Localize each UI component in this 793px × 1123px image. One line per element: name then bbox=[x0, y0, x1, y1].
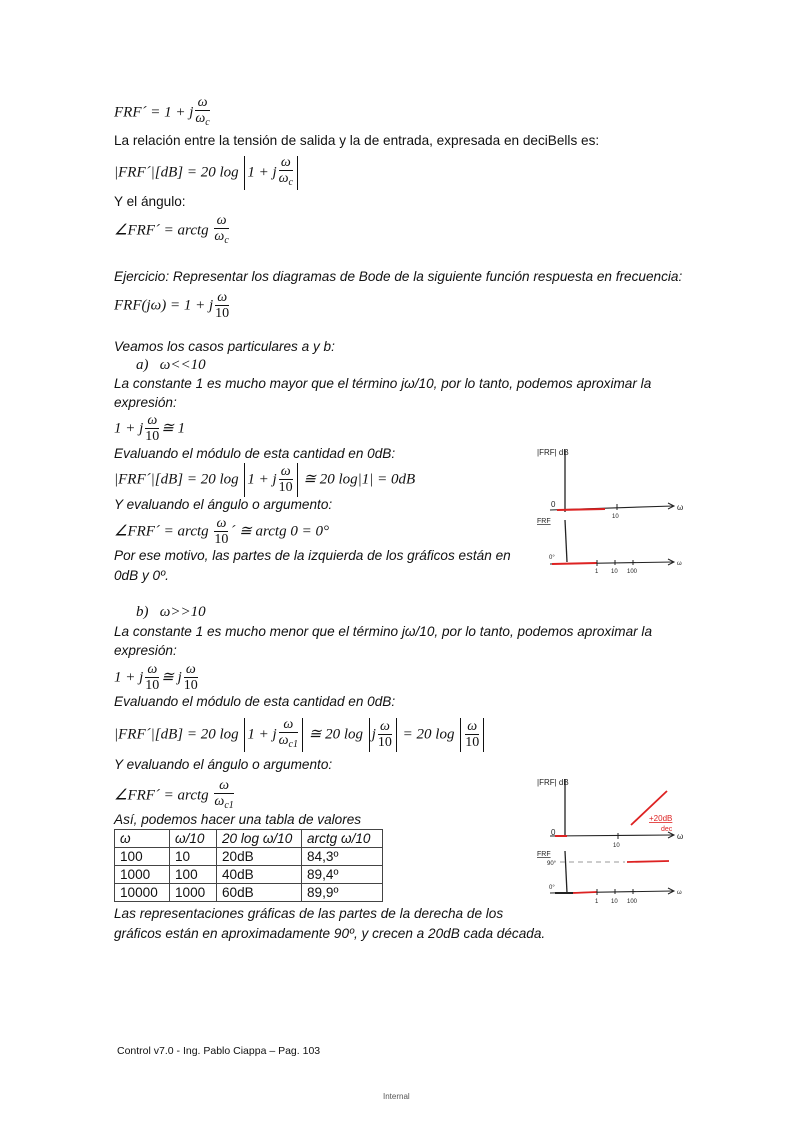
table-cell: 1000 bbox=[170, 884, 217, 902]
equation-frf: FRF(jω) = 1 + j $\frac{\omega}{10}$ bbox=[114, 290, 230, 321]
equation-angle: ∠FRF´ = arctg $\frac{\omega}{\omega_c}$ bbox=[114, 213, 229, 246]
exercise-statement: Ejercicio: Representar los diagramas de Bode de la siguiente función respuesta en frecuencia: bbox=[114, 269, 683, 284]
svg-text:10: 10 bbox=[613, 843, 620, 849]
case-b-approx: 1 + j $\frac{\omega}{10}$ ≅ j $\frac{\omega}{10}$ bbox=[114, 662, 198, 693]
table-cell: 10000 bbox=[115, 884, 170, 902]
svg-text:0: 0 bbox=[551, 500, 556, 509]
table-cell: 10 bbox=[170, 848, 217, 866]
case-a-eval-module: Evaluando el módulo de esta cantidad en 0dB: bbox=[114, 446, 396, 461]
svg-text:100: 100 bbox=[627, 569, 638, 575]
case-a-eq-db: |FRF´|[dB] = 20 log 1 + j $\frac{\omega}{10}$ ≅ 20 log|1| = 0dB bbox=[114, 464, 416, 495]
mag-axis-label: |FRF| dB bbox=[537, 778, 569, 787]
table-cell: 100 bbox=[115, 848, 170, 866]
svg-text:1: 1 bbox=[595, 899, 599, 905]
svg-text:0°: 0° bbox=[549, 885, 555, 891]
classification-label: Internal bbox=[383, 1092, 410, 1101]
case-a-conclusion1: Por ese motivo, las partes de la izquierda de los gráficos están en bbox=[114, 548, 511, 563]
case-a-approx: 1 + j $\frac{\omega}{10}$ ≅ 1 bbox=[114, 413, 186, 444]
equation-db: |FRF´|[dB] = 20 log 1 + j $\frac{\omega}{\omega_c}$ bbox=[114, 155, 300, 191]
table-cell: 89,4º bbox=[302, 866, 383, 884]
cases-intro: Veamos los casos particulares a y b: bbox=[114, 339, 335, 354]
case-b-eq-db: |FRF´|[dB] = 20 log 1 + j $\frac{\omega}{\omega_{c1}}$ ≅ 20 log j $\frac{\omega}{10}$ = 20 log $\frac{\omega}{10}$ bbox=[114, 717, 486, 753]
table-cell: 1000 bbox=[115, 866, 170, 884]
table-header-row bbox=[115, 830, 383, 848]
svg-text:10: 10 bbox=[611, 569, 618, 575]
mag-axis-label: |FRF| dB bbox=[537, 448, 569, 457]
phase-axis-label: FRF bbox=[537, 518, 551, 525]
table-row bbox=[115, 884, 383, 902]
table-header: ω bbox=[115, 830, 170, 848]
case-a-conclusion2: 0dB y 0º. bbox=[114, 568, 169, 583]
case-a-text1: La constante 1 es mucho mayor que el término jω/10, por lo tanto, podemos aproximar la bbox=[114, 376, 652, 391]
table-header: ω/10 bbox=[170, 830, 217, 848]
text-angle-intro: Y el ángulo: bbox=[114, 194, 186, 209]
case-b-eval-module: Evaluando el módulo de esta cantidad en 0dB: bbox=[114, 694, 396, 709]
table-cell: 60dB bbox=[217, 884, 302, 902]
equation-frf-prime: FRF´ = 1 + j $\frac{\omega}{\omega_c}$ bbox=[114, 95, 210, 128]
table-cell: 20dB bbox=[217, 848, 302, 866]
case-b-conclusion2: gráficos están en aproximadamente 90º, y crecen a 20dB cada década. bbox=[114, 926, 546, 941]
table-cell: 100 bbox=[170, 866, 217, 884]
case-b-text1: La constante 1 es mucho menor que el término jω/10, por lo tanto, podemos aproximar la bbox=[114, 624, 653, 639]
case-b-conclusion1: Las representaciones gráficas de las partes de la derecha de los bbox=[114, 906, 504, 921]
table-header: arctg ω/10 bbox=[302, 830, 383, 848]
text-relation: La relación entre la tensión de salida y la de entrada, expresada en deciBells es: bbox=[114, 133, 600, 148]
page-footer: Control v7.0 - Ing. Pablo Ciappa – Pag. 103 bbox=[117, 1045, 321, 1057]
table-cell: 89,9º bbox=[302, 884, 383, 902]
case-b-heading: b) ω>>10 bbox=[136, 604, 206, 620]
svg-text:ω: ω bbox=[677, 890, 682, 896]
svg-text:+20dB: +20dB bbox=[649, 814, 673, 823]
values-table bbox=[114, 829, 383, 902]
table-cell: 84,3º bbox=[302, 848, 383, 866]
case-a-eq-angle: ∠FRF´ = arctg $\frac{\omega}{10}$ ´ ≅ arctg 0 = 0° bbox=[114, 516, 329, 547]
svg-text:dec: dec bbox=[661, 826, 673, 833]
svg-text:10: 10 bbox=[612, 514, 619, 520]
svg-text:100: 100 bbox=[627, 899, 638, 905]
case-a-text2: expresión: bbox=[114, 395, 177, 410]
case-a-heading: a) ω<<10 bbox=[136, 357, 206, 373]
svg-text:90°: 90° bbox=[547, 861, 557, 867]
svg-text:ω: ω bbox=[677, 561, 682, 567]
bode-sketch-a bbox=[525, 440, 695, 580]
phase-axis-label: FRF bbox=[537, 851, 551, 858]
case-b-text2: expresión: bbox=[114, 643, 177, 658]
case-b-table-intro: Así, podemos hacer una tabla de valores bbox=[114, 812, 362, 827]
svg-text:0: 0 bbox=[551, 828, 556, 837]
svg-text:ω: ω bbox=[677, 503, 684, 512]
svg-text:1: 1 bbox=[595, 569, 599, 575]
table-row bbox=[115, 866, 383, 884]
case-b-eq-angle: ∠FRF´ = arctg $\frac{\omega}{\omega_{c1}}$ bbox=[114, 778, 234, 811]
table-row bbox=[115, 848, 383, 866]
bode-sketch-b bbox=[525, 765, 695, 910]
case-a-eval-angle: Y evaluando el ángulo o argumento: bbox=[114, 497, 333, 512]
svg-text:ω: ω bbox=[677, 832, 684, 841]
table-header: 20 log ω/10 bbox=[217, 830, 302, 848]
case-b-eval-angle: Y evaluando el ángulo o argumento: bbox=[114, 757, 333, 772]
svg-text:10: 10 bbox=[611, 899, 618, 905]
table-cell: 40dB bbox=[217, 866, 302, 884]
svg-text:0°: 0° bbox=[549, 555, 555, 561]
